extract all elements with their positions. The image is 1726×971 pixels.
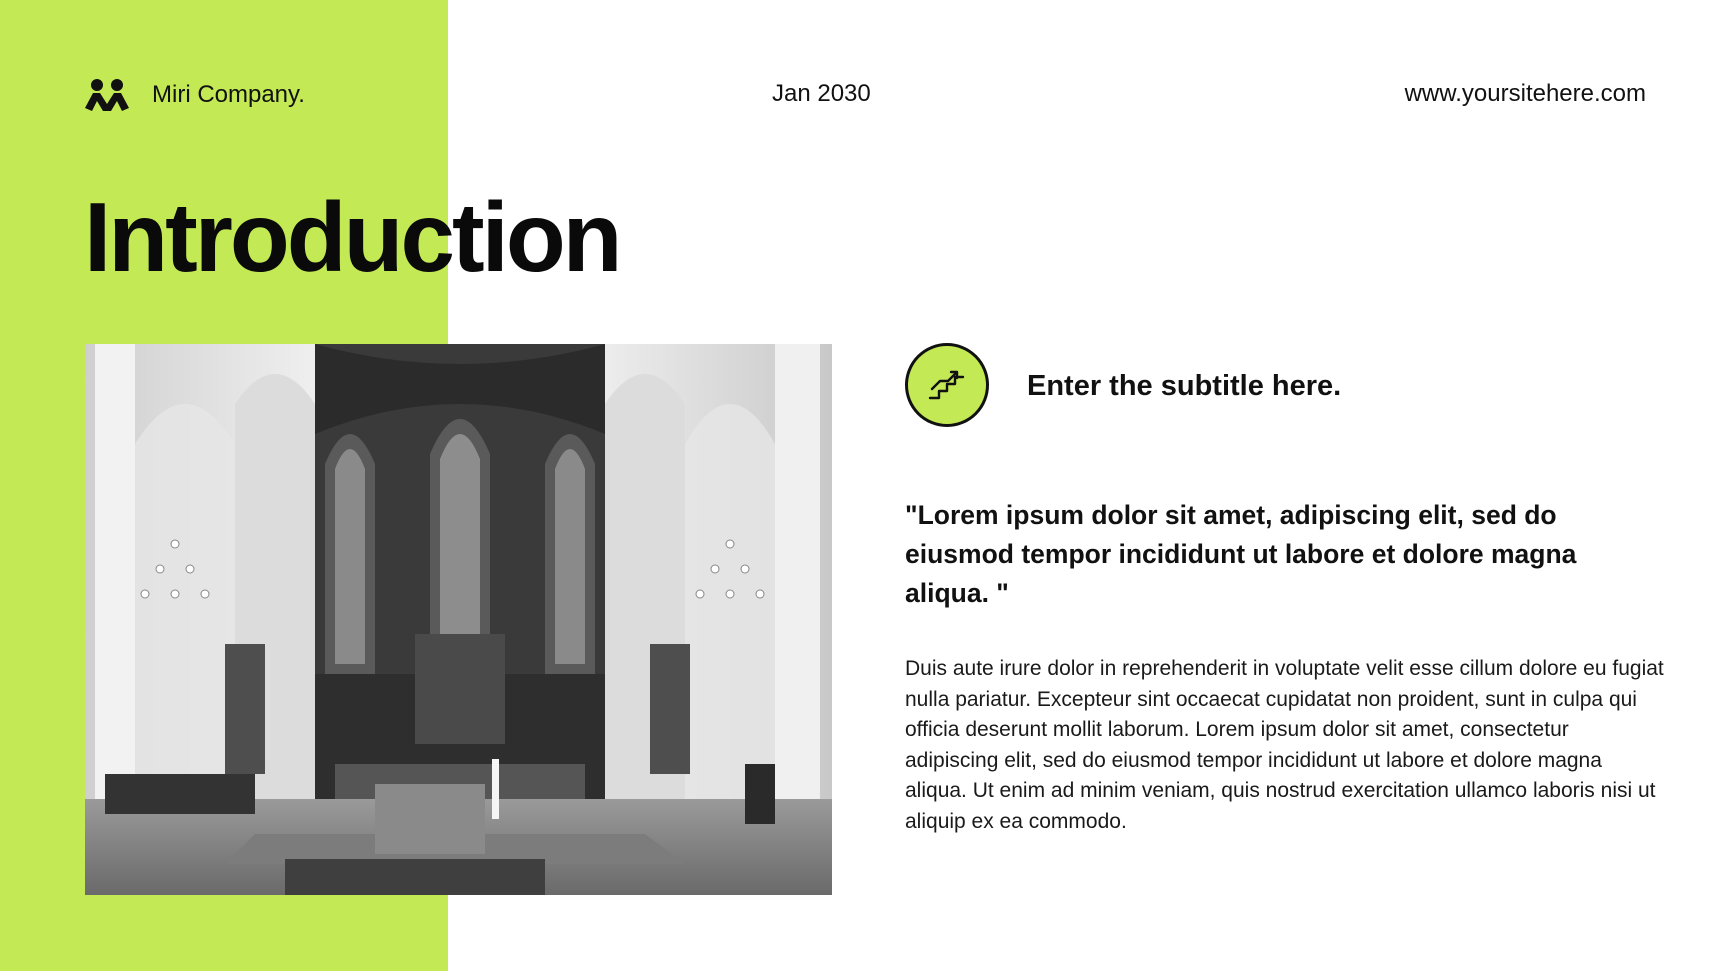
website-link[interactable]: www.yoursitehere.com — [1404, 80, 1646, 107]
people-icon — [84, 78, 130, 112]
page-title: Introduction — [84, 182, 620, 292]
church-interior-photo — [85, 344, 832, 895]
company-name: Miri Company. — [152, 81, 305, 108]
brand — [84, 78, 305, 112]
body-paragraph: Duis aute irure dolor in reprehenderit in voluptate velit esse cillum dolore eu fugiat nulla pariatur. Excepteur sint occaecat cupidatat non proident, sunt in culpa qui officia deserunt mollit laborum. Lorem ipsum dolor sit amet, consectetur adipiscing elit, sed do eiusmod tempor incididunt ut labore et dolore magna aliqua. Ut enim ad minim veniam, quis nostrud exercitation ullamco laboris nisi ut aliquip ex ea commodo. — [905, 657, 1664, 833]
stairs-growth-icon — [905, 343, 989, 427]
date-label: Jan 2030 — [772, 80, 871, 107]
subtitle: Enter the subtitle here. — [1027, 370, 1342, 402]
quote-text: "Lorem ipsum dolor sit amet, adipiscing elit, sed do eiusmod tempor incididunt ut labore et dolore magna aliqua. " — [905, 500, 1577, 608]
